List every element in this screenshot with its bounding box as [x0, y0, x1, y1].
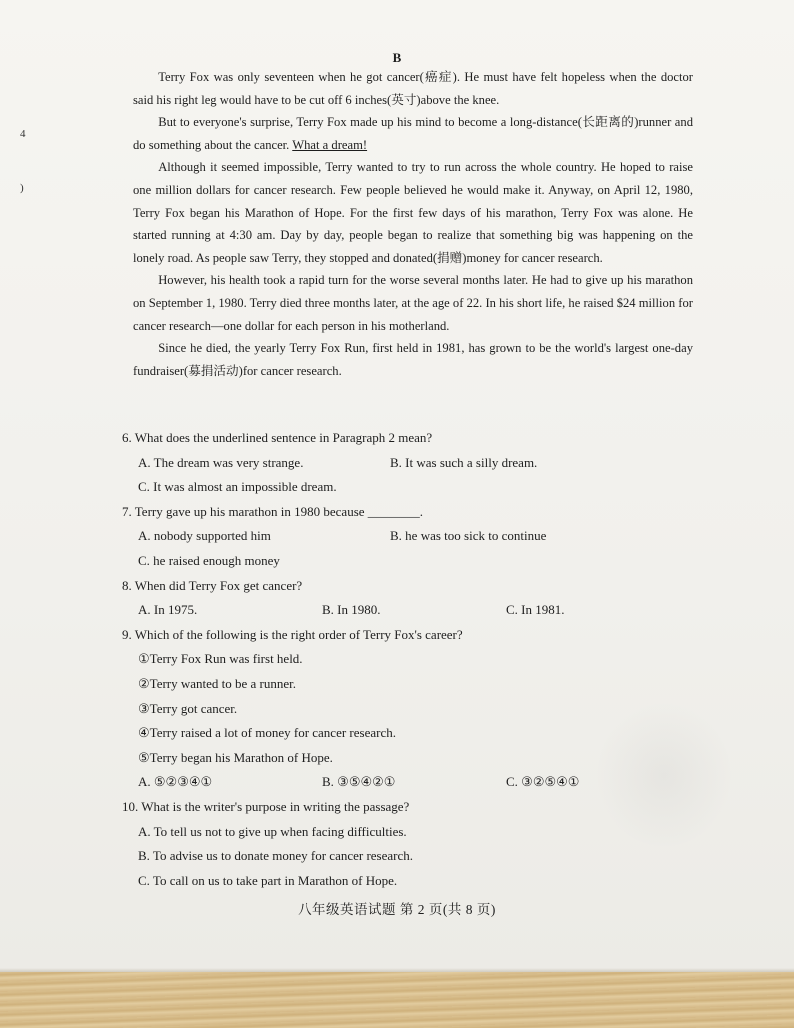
question-9-option-c: C. ③②⑤④① — [506, 774, 580, 790]
question-7-option-a: A. nobody supported him — [138, 528, 271, 544]
question-9-item-2: ②Terry wanted to be a runner. — [138, 675, 297, 691]
question-7-options-row — [122, 524, 702, 549]
question-9-option-a: A. ⑤②③④① — [138, 774, 213, 790]
show-through-smudge — [594, 700, 734, 850]
paragraph-2 — [133, 111, 693, 156]
question-7-option-c: C. he raised enough money — [138, 552, 280, 568]
paragraph-1: Terry Fox was only seventeen when he got cancer(癌症). He must have felt hopeless when the doctor said his right leg would have to be cut off 6 inches(英寸)above the knee. — [133, 70, 693, 107]
underlined-sentence: What a dream! — [292, 137, 368, 152]
question-6-option-c: C. It was almost an impossible dream. — [138, 479, 337, 495]
paragraph-5: Since he died, the yearly Terry Fox Run, first held in 1981, has grown to be the world's largest one-day fundraiser(募捐活动)for cancer research. — [133, 341, 693, 378]
question-6-option-a: A. The dream was very strange. — [138, 454, 304, 470]
question-9-item-3: ③Terry got cancer. — [138, 700, 238, 716]
question-9-item-1: ①Terry Fox Run was first held. — [138, 651, 303, 667]
wooden-desk-surface — [0, 972, 794, 1028]
question-9-option-b: B. ③⑤④②① — [322, 774, 396, 790]
paragraph-3: Although it seemed impossible, Terry wanted to try to run across the whole country. He hoped to raise one million dollars for cancer research. Few people believed he would make it. Anyway, on April 12, 1980, Terry Fox began his Marathon of Hope. For the first few days of his marathon, Terry Fox was alone. He started running at 4:30 am. Day by day, people began to realize that something big was happening on the lonely road. As people saw Terry, they stopped and donated(捐赠)money for cancer research. — [133, 160, 693, 265]
margin-mark-top: 4 — [20, 128, 26, 140]
question-10-option-a: A. To tell us not to give up when facing difficulties. — [138, 823, 407, 839]
question-10-option-b: B. To advise us to donate money for cancer research. — [138, 848, 413, 864]
question-7-option-b: B. he was too sick to continue — [390, 528, 547, 544]
reading-passage — [133, 66, 693, 382]
paragraph-2-text: But to everyone's surprise, Terry Fox made up his mind to become a long-distance(长距离的)runner and do something about the cancer. — [133, 115, 693, 152]
question-9-item-5: ⑤Terry began his Marathon of Hope. — [138, 749, 333, 765]
question-6-stem: 6. What does the underlined sentence in Paragraph 2 mean? — [122, 430, 433, 445]
question-10-option-c: C. To call on us to take part in Marathon of Hope. — [138, 872, 398, 888]
question-10-stem: 10. What is the writer's purpose in writing the passage? — [122, 798, 410, 814]
question-8-option-c: C. In 1981. — [506, 602, 565, 618]
page-footer: 八年级英语试题 第 2 页(共 8 页) — [298, 902, 496, 917]
question-9-stem: 9. Which of the following is the right order of Terry Fox's career? — [122, 626, 463, 642]
question-8-stem: 8. When did Terry Fox get cancer? — [122, 577, 303, 593]
section-letter: B — [392, 50, 402, 65]
question-8-option-b: B. In 1980. — [322, 602, 381, 618]
question-9-item-4: ④Terry raised a lot of money for cancer research. — [138, 725, 396, 741]
question-8-options-row — [122, 598, 702, 623]
question-6-options-row — [122, 451, 702, 476]
paragraph-4: However, his health took a rapid turn for the worse several months later. He had to give up his marathon on September 1, 1980. Terry died three months later, at the age of 22. In his short life, he raised $24 million for cancer research—one dollar for each person in his motherland. — [133, 273, 693, 333]
question-7-stem: 7. Terry gave up his marathon in 1980 because ________. — [122, 503, 424, 519]
margin-mark-bottom: ) — [20, 182, 24, 194]
question-8-option-a: A. In 1975. — [138, 602, 198, 618]
question-6-option-b: B. It was such a silly dream. — [390, 454, 538, 470]
